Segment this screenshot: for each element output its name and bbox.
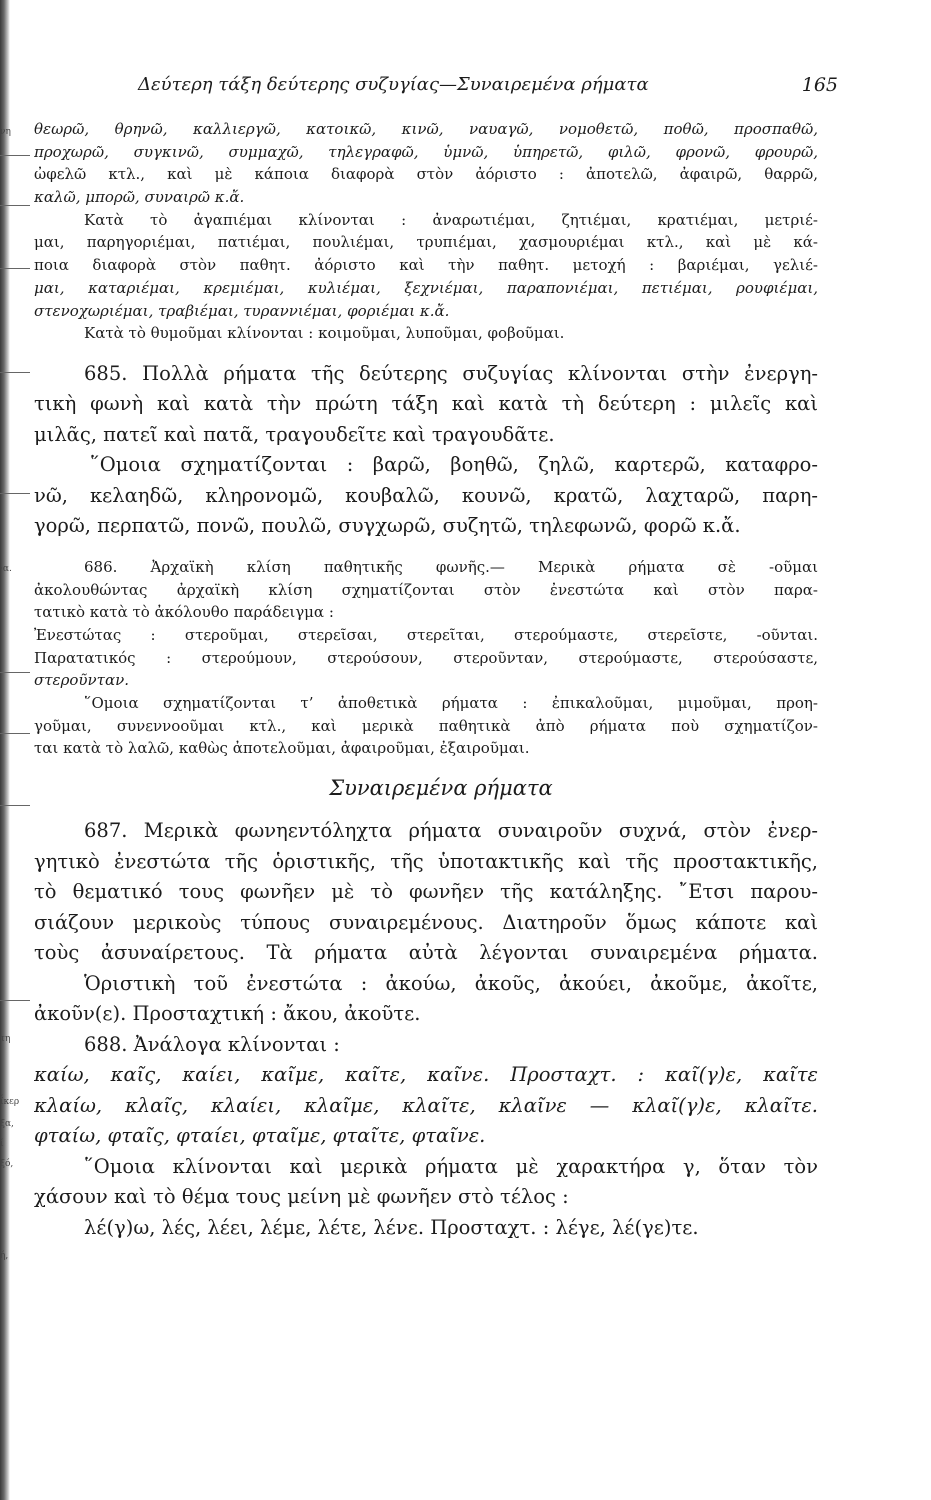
margin-rule: [0, 372, 30, 373]
margin-rule: [0, 805, 30, 806]
paragraph-686-line: γοῦμαι, συνεννοοῦμαι κτλ., καὶ μερικὰ παθητικὰ ἀπὸ ρήματα ποὺ σχηματίζον-: [34, 716, 818, 735]
paragraph-line: μαι, καταριέμαι, κρεμιέμαι, κυλιέμαι, ξεχνιέμαι, παραπονιέμαι, πετιέμαι, ρουφιέμαι,: [34, 278, 818, 297]
section-heading: Συναιρεμένα ρήματα: [329, 776, 553, 801]
paragraph-686-line: ἀκολουθώντας ἀρχαϊκὴ κλίση σχηματίζονται στὸν ἐνεστώτα καὶ στὸν παρα-: [34, 580, 818, 599]
margin-fragment: ·α.: [0, 564, 12, 574]
running-head: Δεύτερη τάξη δεύτερης συζυγίας—Συναιρεμένα ρήματα: [138, 74, 649, 95]
paragraph-685-line: γορῶ, περπατῶ, πονῶ, πουλῶ, συγχωρῶ, συζητῶ, τηλεφωνῶ, φορῶ κ.ἄ.: [34, 514, 741, 538]
margin-fragment: τη: [0, 1034, 11, 1044]
margin-fragment: ΐκερ: [0, 1097, 20, 1107]
paragraph-687-line: γητικὸ ἐνεστώτα τῆς ὁριστικῆς, τῆς ὑποτακτικῆς καὶ τῆς προστακτικῆς,: [34, 849, 818, 873]
spacer: [34, 542, 818, 556]
margin-fragment: ξό,: [0, 1159, 14, 1169]
margin-rule: [0, 1000, 30, 1001]
paragraph-687-line: Ὁριστικὴ τοῦ ἐνεστώτα : ἀκούω, ἀκοῦς, ἀκούει, ἀκοῦμε, ἀκοῖτε,: [84, 971, 818, 995]
paragraph-688-line: χάσουν καὶ τὸ θέμα τους μείνη μὲ φωνῆεν στὸ τέλος :: [34, 1185, 569, 1209]
paragraph-688-line: λέ(γ)ω, λές, λέει, λέμε, λέτε, λένε. Προσταχτ. : λέγε, λέ(γε)τε.: [84, 1215, 699, 1239]
margin-rule: [0, 268, 30, 269]
paragraph-688-line: κλαίω, κλαῖς, κλαίει, κλαῖμε, κλαῖτε, κλαῖνε — κλαῖ(γ)ε, κλαῖτε.: [34, 1093, 818, 1117]
paragraph-687-line: ἀκοῦν(ε). Προσταχτική : ἄκου, ἀκοῦτε.: [34, 1002, 421, 1026]
paragraph-line: Κατὰ τὸ ἀγαπιέμαι κλίνονται : ἀναρωτιέμαι, ζητιέμαι, κρατιέμαι, μετριέ-: [84, 210, 818, 229]
paragraph-686-line: 686. Ἀρχαϊκὴ κλίση παθητικῆς φωνῆς.— Μερικὰ ρήματα σὲ -οῦμαι: [84, 557, 818, 576]
margin-fragment: ξα,: [0, 1119, 14, 1129]
margin-rule: [0, 672, 30, 673]
paragraph-688-line: καίω, καῖς, καίει, καῖμε, καῖτε, καῖνε. Προσταχτ. : καῖ(γ)ε, καῖτε: [34, 1063, 818, 1087]
paragraph-line: μαι, παρηγοριέμαι, πατιέμαι, πουλιέμαι, τρυπιέμαι, χασμουριέμαι κτλ., καὶ μὲ κά-: [34, 233, 818, 252]
paragraph-line: στενοχωριέμαι, τραβιέμαι, τυραννιέμαι, φοριέμαι κ.ἄ.: [34, 301, 450, 320]
page-number: 165: [801, 74, 838, 96]
margin-rule: [0, 205, 30, 206]
paragraph-688-line: φταίω, φταῖς, φταίει, φταῖμε, φταῖτε, φταῖνε.: [34, 1124, 486, 1148]
paragraph-686-line: ῞Ομοια σχηματίζονται τ’ ἀποθετικὰ ρήματα : ἐπικαλοῦμαι, μιμοῦμαι, προη-: [84, 694, 818, 712]
margin-rule: [0, 493, 30, 494]
paragraph-687-line: σιάζουν μερικοὺς τύπους συναιρεμένους. Διατηροῦν ὅμως κάποτε καὶ: [34, 910, 818, 934]
margin-rule: [0, 733, 30, 734]
paragraph-688-line: ῞Ομοια κλίνονται καὶ μερικὰ ρήματα μὲ χαρακτήρα γ, ὅταν τὸν: [84, 1154, 818, 1178]
paragraph-686-line: Ἐνεστώτας : στεροῦμαι, στερεῖσαι, στερεῖται, στερούμαστε, στερεῖστε, -οῦνται.: [34, 625, 818, 644]
paragraph-685-line: μιλᾶς, πατεῖ καὶ πατᾶ, τραγουδεῖτε καὶ τραγουδᾶτε.: [34, 422, 555, 446]
paragraph-687-line: 687. Μερικὰ φωνηεντόληχτα ρήματα συναιροῦν συχνά, στὸν ἐνερ-: [84, 819, 818, 843]
paragraph-685-line: νῶ, κελαηδῶ, κληρονομῶ, κουβαλῶ, κουνῶ, κρατῶ, λαχταρῶ, παρη-: [34, 483, 818, 507]
verb-list-line: προχωρῶ, συγκινῶ, συμμαχῶ, τηλεγραφῶ, ὑμνῶ, ὑπηρετῶ, φιλῶ, φρονῶ, φρουρῶ,: [34, 142, 818, 161]
margin-fragment: νη: [0, 127, 11, 137]
spacer: [34, 345, 818, 359]
paragraph-687-line: τοὺς ἀσυναίρετους. Τὰ ρήματα αὐτὰ λέγονται συναιρεμένα ρήματα.: [34, 941, 818, 965]
page-header: [138, 74, 838, 100]
margin-rule: [0, 155, 30, 156]
verb-list-line: θεωρῶ, θρηνῶ, καλλιεργῶ, κατοικῶ, κινῶ, ναυαγῶ, νομοθετῶ, ποθῶ, προσπαθῶ,: [34, 120, 818, 138]
paragraph-686-line: στεροῦνταν.: [34, 671, 129, 690]
paragraph-687-line: τὸ θεματικό τους φωνῆεν μὲ τὸ φωνῆεν τῆς κατάληξης. ῎Ετσι παρου-: [34, 880, 818, 904]
paragraph-line: Κατὰ τὸ θυμοῦμαι κλίνονται : κοιμοῦμαι, λυποῦμαι, φοβοῦμαι.: [84, 324, 565, 343]
page-body: [34, 118, 818, 1243]
paragraph-686-line: ται κατὰ τὸ λαλῶ, καθὼς ἀποτελοῦμαι, ἀφαιροῦμαι, ἐξαιροῦμαι.: [34, 739, 530, 758]
verb-list-line: ὠφελῶ κτλ., καὶ μὲ κάποια διαφορὰ στὸν ἀόριστο : ἀποτελῶ, ἀφαιρῶ, θαρρῶ,: [34, 165, 818, 184]
book-binding-edge: [0, 0, 10, 1500]
paragraph-685-line: ῞Ομοια σχηματίζονται : βαρῶ, βοηθῶ, ζηλῶ, καρτερῶ, καταφρο-: [90, 453, 818, 477]
margin-fragment: ή,: [0, 1251, 9, 1261]
verb-list-line: καλῶ, μπορῶ, συναιρῶ κ.ἄ.: [34, 188, 245, 207]
paragraph-685-line: τικὴ φωνὴ καὶ κατὰ τὴν πρώτη τάξη καὶ κατὰ τὴ δεύτερη : μιλεῖς καὶ: [34, 392, 818, 416]
paragraph-688-line: 688. Ἀνάλογα κλίνονται :: [84, 1032, 340, 1056]
paragraph-686-line: τατικὸ κατὰ τὸ ἀκόλουθο παράδειγμα :: [34, 603, 334, 622]
paragraph-line: ποια διαφορὰ στὸν παθητ. ἀόριστο καὶ τὴν παθητ. μετοχή : βαριέμαι, γελιέ-: [34, 256, 818, 275]
paragraph-685-line: 685. Πολλὰ ρήματα τῆς δεύτερης συζυγίας κλίνονται στὴν ἐνεργη-: [84, 361, 818, 385]
margin-fragment: ί: [0, 1139, 4, 1149]
paragraph-686-line: Παρατατικός : στερούμουν, στερούσουν, στεροῦνταν, στερούμαστε, στερούσαστε,: [34, 648, 818, 667]
